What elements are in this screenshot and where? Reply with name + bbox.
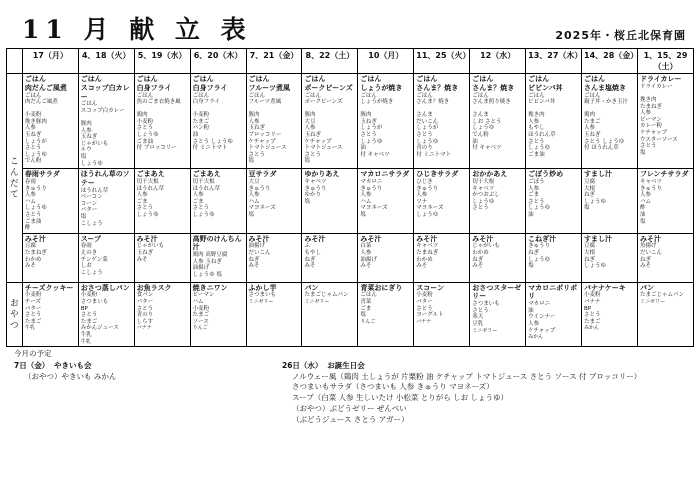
side-dish-ingredients: ひじき きゅうり 人参 ツナ マヨネーズ しょうゆ [416, 178, 444, 218]
soup-ingredients: じゃがいも わかめ ねぎ みそ [472, 243, 500, 270]
snack-cell [526, 282, 582, 346]
main-dish-title: ごはん 白身フライ [136, 75, 172, 92]
event-date: 26日（水） [282, 360, 323, 370]
soup-title: みそ汁 [248, 234, 270, 243]
side-dish-ingredients: 切干大根 キャベツ かつおぶし しょうゆ さとう [472, 178, 500, 212]
snack-cell [134, 282, 190, 346]
main-dish-cell [246, 74, 302, 169]
snack-ingredients: 小麦粉 バター さとう ヨーグルト [416, 292, 444, 319]
soup-cell [22, 233, 78, 282]
snack-drink: 牛乳 [24, 325, 35, 332]
birthday-menu-line: （おやつ）ぶどうゼリー ぜんべい [292, 404, 407, 414]
main-dish-cell [190, 74, 246, 169]
soup-cell [246, 233, 302, 282]
snack-cell [582, 282, 638, 346]
side-dish-title: ゆかりあえ [304, 170, 340, 179]
side-dish-title: ひじきサラダ [416, 170, 459, 179]
side-dish-title: すまし汁 [584, 170, 613, 179]
main-dish-ingredients: ごはん フルーツ煮風 豚肉 人参 玉ねぎ ブロッコリー ケチャップ トマトジュース さとう 塩 [248, 92, 287, 165]
plan-label: 今月の予定 [14, 348, 52, 358]
snack-cell [358, 282, 414, 346]
soup-ingredients: 春雨 えのき チンゲン菜 しお こしょう [80, 243, 108, 276]
snack-ingredients: ピーマン ハム 小麦粉 たまご ソース [192, 292, 215, 325]
main-dish-cell [582, 74, 638, 169]
main-dish-title: ごはん ビビンバ丼 [528, 75, 563, 92]
side-dish-title: ごぼう炒め [528, 170, 564, 179]
side-dish-ingredients: 切干大根 ほうれん草 人参 ごま さとう しょうゆ [192, 178, 221, 218]
day-header: 5、19（水） [134, 49, 190, 74]
snack-ingredients: 小麦粉 バナナ BP さとう たまご [584, 292, 601, 325]
side-dish-cell [358, 169, 414, 234]
event-name: やきいも会 [54, 360, 92, 370]
side-dish-title: 春雨サラダ [24, 170, 60, 179]
main-dish-title: ごはん ポークビーンズ [304, 75, 353, 92]
soup-title: みそ汁 [416, 234, 438, 243]
side-dish-title: 豆サラダ [248, 170, 277, 179]
soup-ingredients: きゅうり ねぎ しょうゆ 塩 [528, 243, 551, 270]
birthday-menu-line: （ぶどうジュース さとう アガー） [292, 415, 409, 425]
side-dish-cell [637, 169, 693, 234]
birthday-menu-line: スープ（白菜 人参 生しいたけ 小松菜 とりがら しお しょうゆ） [292, 393, 509, 403]
snack-title: おさつスターゼリー [472, 283, 522, 301]
soup-ingredients: 魚揚げ だいこん ねぎ みそ [639, 243, 662, 270]
snack-title: スコーン [416, 283, 445, 292]
snack-title: おさつ蒸しパン [80, 283, 130, 292]
soup-cell [582, 233, 638, 282]
side-dish-cell [246, 169, 302, 234]
day-header: 6、20（木） [190, 49, 246, 74]
side-dish-ingredients: 切干大根 ほうれん草 人参 ごま さとう しょうゆ [136, 178, 165, 218]
main-dish-ingredients: ごはん ポークビーンズ 豚肉 大豆 人参 玉ねぎ ケチャップ トマトジュース さとう 塩 [304, 92, 343, 165]
soup-cell [134, 233, 190, 282]
soup-cell [526, 233, 582, 282]
soup-row [7, 233, 694, 282]
side-label-menu: こんだて [7, 74, 23, 283]
side-dish-title: ほうれん草のソテー [80, 170, 130, 187]
main-dish-cell [358, 74, 414, 169]
side-dish-cell [134, 169, 190, 234]
snack-ingredients: 小麦粉 チーズ バター さとう たまご [24, 292, 42, 325]
snack-drink: りんご [192, 325, 208, 332]
snack-cell [302, 282, 358, 346]
soup-cell [302, 233, 358, 282]
main-dish-title: ごはん さんま？焼き [472, 75, 515, 92]
page-title: 11 月 献 立 表 [22, 15, 252, 44]
event-detail: （おやつ）やきいも みかん [24, 371, 117, 381]
soup-cell [470, 233, 526, 282]
snack-drink: ミニゼリー [248, 299, 274, 306]
side-dish-title: おかかあえ [472, 170, 508, 179]
snack-ingredients: 食パン バター さとう 青のり しらす [136, 292, 154, 325]
snack-title: お魚ラスク [136, 283, 172, 292]
side-dish-title: ごまあえ [136, 170, 165, 179]
header-subtitle: 2025年・桜丘北保育園 [555, 29, 686, 42]
soup-title: こねぎ汁 [528, 234, 557, 243]
snack-cell [246, 282, 302, 346]
menu-table [6, 48, 694, 347]
snack-ingredients: 小麦粉 さつまいも BP さとう たまご みかんジュース 牛乳 [80, 292, 119, 338]
snack-drink: バナナ [136, 325, 152, 332]
soup-ingredients: 油揚げ だいこん ねぎ みそ [248, 243, 271, 270]
day-header: 7、21（金） [246, 49, 302, 74]
side-dish-row [7, 169, 694, 234]
snack-ingredients: たまごじゃムパン [639, 292, 684, 299]
snack-title: ふかし芋 [248, 283, 277, 292]
side-dish-ingredients: マカロニ きゅうり 人参 ハム マヨネーズ 塩 [360, 178, 388, 218]
soup-ingredients: 豆腐 たまねぎ わかめ みそ [24, 243, 47, 270]
side-dish-ingredients: キャベツ きゅうり 人参 ハム 酢 油 塩 [639, 178, 662, 225]
soup-title: 高野のけんちん汁 [192, 234, 242, 252]
snack-title: 青菜おにぎり [360, 283, 403, 292]
side-dish-title: ごまあえ [192, 170, 221, 179]
snack-drink: ミニゼリー [639, 299, 665, 306]
side-dish-ingredients: キャベツ きゅうり ゆかり 塩 [304, 178, 327, 205]
snack-drink: りんご [360, 318, 376, 325]
side-dish-cell [190, 169, 246, 234]
main-dish-cell [22, 74, 78, 169]
soup-title: すまし汁 [584, 234, 613, 243]
side-dish-cell [22, 169, 78, 234]
footer-right-column [282, 361, 690, 426]
snack-row [7, 282, 694, 346]
soup-cell [358, 233, 414, 282]
snack-title: バナナケーキ [584, 283, 626, 292]
birthday-menu-line: ノルウェー風（鶏肉 土しょうが 片栗粉 油 ケチャップ トマトジュース さとう ソース 付 ブロッコリー） [292, 371, 642, 381]
side-dish-cell [526, 169, 582, 234]
snack-cell [637, 282, 693, 346]
main-dish-row [7, 74, 694, 169]
main-dish-ingredients: ごはん 魚のごま衣焼き風 鶏肉 小麦粉 さとう しょうゆ ごま油 付 ブロッコリー [136, 92, 181, 152]
main-dish-cell [470, 74, 526, 169]
soup-ingredients: 豆腐 大根 ねぎ しょうゆ [584, 243, 607, 270]
soup-cell [190, 233, 246, 282]
snack-cell [414, 282, 470, 346]
birthday-menu-line: さつまいもサラダ（さつまいも 人参 きゅうり マヨネーズ） [292, 382, 494, 392]
main-dish-cell [78, 74, 134, 169]
day-header: 11、25（火） [414, 49, 470, 74]
snack-ingredients: たまごじゃムパン [304, 292, 349, 299]
main-dish-ingredients: ごはん 親子丼・かき玉汁 鶏肉 たまご 人参 玉ねぎ さとう しょうゆ 付 ほうれん草 [584, 92, 629, 152]
footer-left-column [14, 361, 264, 426]
snack-drink: 牛乳 [80, 338, 91, 345]
soup-cell [78, 233, 134, 282]
day-header: 8、22（土） [302, 49, 358, 74]
side-dish-ingredients: 春雨 きゅうり 人参 ハム しょうゆ さとう ごま油 酢 [24, 178, 47, 232]
main-dish-ingredients: ごはん しょうが焼き 豚肉 玉ねぎ しょうが さとう しょうゆ 油 付 キャベツ [360, 92, 394, 158]
main-dish-ingredients: ごはん スコップ白カレー 豚肉 人参 玉ねぎ じゃがいも ルウ 塩 しょうゆ [80, 101, 125, 167]
side-dish-cell [414, 169, 470, 234]
main-dish-title: ごはん 白身フライ [192, 75, 228, 92]
soup-title: みそ汁 [24, 234, 46, 243]
side-dish-cell [78, 169, 134, 234]
main-dish-title: ドライカレー [639, 75, 682, 83]
main-dish-cell [414, 74, 470, 169]
day-header: 14、28（金） [582, 49, 638, 74]
snack-drink: みかん [584, 325, 600, 332]
soup-ingredients: ふ もやし ねぎ みそ [304, 243, 321, 270]
snack-title: パン [304, 283, 319, 292]
day-header: 12（水） [470, 49, 526, 74]
main-dish-title: ごはん さんま塩焼き [584, 75, 627, 92]
main-dish-ingredients: ごはん 白身フライ 小麦粉 たまご パン粉 油 さとう しょうゆ 付 ミニトマト [192, 92, 233, 152]
main-dish-ingredients: ドライカレー 挽き肉 たまねぎ 人参 ピーマン カレー粉 ケチャップ ウスターソース さとう 塩 [639, 83, 678, 156]
day-header: 1、15、29（土） [637, 49, 693, 74]
side-dish-title: マカロニサラダ [360, 170, 410, 179]
side-label-snack: おやつ [7, 282, 23, 346]
side-dish-title: フレンチサラダ [639, 170, 689, 179]
soup-ingredients: 白菜 人参 油揚げ みそ [360, 243, 377, 270]
main-dish-ingredients: ごはん さんま？焼き さんま だいこん しょうが さとう しょうゆ 青のり 付 ミニトマト [416, 92, 452, 158]
main-dish-ingredients: ごはん さんま照り焼き さんま しお さとう しょうゆ でん粉 油 付 キャベツ [472, 92, 511, 152]
event-date: 7日（金） [14, 360, 50, 370]
header [0, 0, 700, 48]
snack-drink: ミニゼリー [304, 299, 330, 306]
day-header: 13、27（木） [526, 49, 582, 74]
main-dish-title: ごはん スコップ白カレー [80, 75, 130, 101]
soup-ingredients: じゃがいも 玉ねぎ みそ [136, 243, 165, 263]
soup-cell [637, 233, 693, 282]
snack-drink: ミニゼリー [472, 327, 498, 334]
side-dish-ingredients: ほうれん草 ベーコン コーン バター 塩 こしょう [80, 187, 109, 227]
soup-title: みそ汁 [304, 234, 326, 243]
main-dish-ingredients: ごはん 肉だんご風煮 小麦粉 挽き豚肉 人参 玉ねぎ しょうが さとう しょうゆ でん粉 [24, 92, 58, 165]
main-dish-title: ごはん フルーツ煮風 [248, 75, 290, 92]
side-dish-cell [582, 169, 638, 234]
side-dish-cell [302, 169, 358, 234]
soup-title: みそ汁 [639, 234, 661, 243]
main-dish-title: ごはん さんま？焼き [416, 75, 459, 92]
main-dish-ingredients: ごはん ビビンバ丼 挽き肉 人参 もやし ほうれん草 さとう しょうゆ ごま油 [528, 92, 556, 158]
snack-title: 焼きニワン [192, 283, 228, 292]
day-header: 10（月） [358, 49, 414, 74]
side-dish-ingredients: 大豆 きゅうり 人参 ハム マヨネーズ 塩 [248, 178, 276, 218]
main-dish-cell [302, 74, 358, 169]
footer [0, 347, 700, 426]
soup-title: みそ汁 [360, 234, 382, 243]
soup-cell [414, 233, 470, 282]
side-dish-ingredients: ごぼう 人参 ごま さとう しょうゆ 油 [528, 178, 551, 218]
soup-title: みそ汁 [472, 234, 494, 243]
main-dish-cell [526, 74, 582, 169]
day-header: 17（月） [22, 49, 78, 74]
snack-ingredients: マカロニ 油 ウインナー 人参 ケチャップ [528, 301, 556, 334]
side-dish-cell [470, 169, 526, 234]
side-dish-ingredients: 豆腐 大根 ねぎ しょうゆ 塩 [584, 178, 607, 212]
soup-title: みそ汁 [136, 234, 158, 243]
event-name: お誕生日会 [327, 360, 365, 370]
snack-cell [22, 282, 78, 346]
snack-cell [190, 282, 246, 346]
main-dish-cell [134, 74, 190, 169]
snack-title: パン [639, 283, 654, 292]
snack-ingredients: ごはん 青菜 ごま 塩 [360, 292, 377, 319]
soup-ingredients: 鶏肉 高野豆腐 人参 玉ねぎ 油揚げ しょうゆ 塩 [192, 252, 228, 278]
soup-ingredients: キャベツ たまねぎ わかめ みそ [416, 243, 439, 270]
snack-drink: バナナ [416, 318, 432, 325]
day-header: 4、18（火） [78, 49, 134, 74]
snack-title: チーズクッキー [24, 283, 74, 292]
snack-ingredients: さつまいも [248, 292, 277, 299]
snack-title: マカロニポリポリ [528, 283, 578, 301]
snack-drink: みかん [528, 334, 544, 341]
snack-cell [470, 282, 526, 346]
table-header-row [7, 49, 694, 74]
snack-cell [78, 282, 134, 346]
soup-title: スープ [80, 234, 102, 243]
main-dish-title: ごはん 肉だんご風煮 [24, 75, 67, 92]
snack-ingredients: さつまいも さとう 寒天 豆乳 [472, 301, 500, 327]
main-dish-cell [637, 74, 693, 169]
main-dish-title: ごはん しょうが焼き [360, 75, 403, 92]
